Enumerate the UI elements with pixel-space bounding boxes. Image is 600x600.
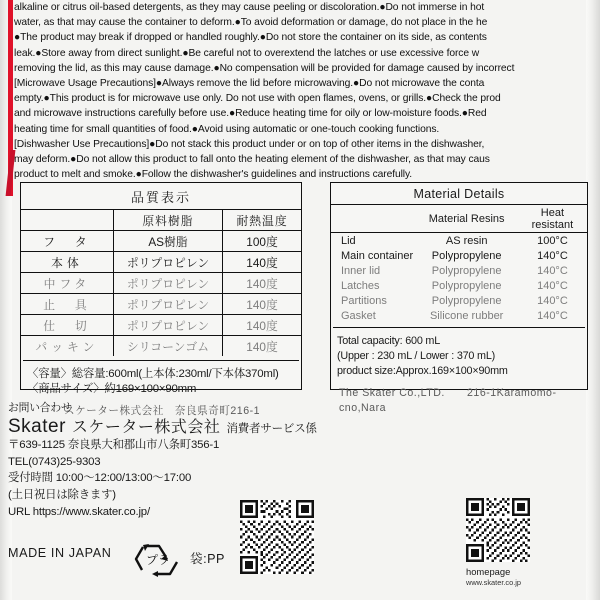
cell-resin: Polypropylene (431, 264, 502, 277)
table-row (331, 308, 587, 323)
capacity-split-line: (Upper : 230 mL / Lower : 370 mL) (337, 350, 496, 362)
maker-line: The Skater Co.,LTD. 216-1Karamomo-cno,Nara (339, 387, 557, 414)
col-temp: Heat resistant (531, 206, 574, 231)
homepage-label: homepage (466, 566, 511, 577)
cell-resin: Polypropylene (431, 279, 502, 292)
material-table-grid (331, 204, 587, 323)
homepage-label-block (466, 566, 566, 588)
warnings-text (14, 0, 592, 182)
table-row (331, 293, 587, 308)
cell-part: 止 具 (21, 294, 113, 315)
qr-code-graphic (466, 498, 530, 562)
homepage-url: www.skater.co.jp (466, 578, 522, 587)
size-line: 〈商品サイズ〉約169×100×90mm (27, 383, 197, 395)
cell-resin: AS resin (445, 234, 488, 247)
cell-temp: 140°C (537, 309, 568, 322)
recycle-arrows-icon (132, 534, 184, 580)
quality-table-jp-grid (21, 209, 301, 356)
maker-line: スケーター株式会社 奈良県奇町216-1 (64, 405, 260, 417)
contact-address: 〒639-1125 奈良県大和郡山市八条町356-1 (8, 439, 220, 452)
size-line: product size:Approx.169×100×90mm (337, 365, 508, 377)
cell-part: 仕 切 (21, 315, 113, 336)
table-header-row (331, 205, 587, 233)
cell-part: 本体 (21, 252, 113, 273)
cell-resin: Silicone rubber (429, 309, 504, 322)
cell-resin: AS樹脂 (113, 231, 222, 252)
warning-line: empty.●This product is for microwave use only. Do not use with open flames, ovens, or grills.●Check the prod (14, 93, 501, 105)
plastic-recycle-mark (132, 534, 184, 580)
quality-table-title: 品質表示 (130, 190, 191, 205)
qr-code-primary[interactable] (240, 500, 314, 574)
made-in-japan-label: MADE IN JAPAN (8, 546, 112, 560)
cell-temp: 140°C (537, 249, 568, 262)
table-header-row (21, 210, 301, 231)
cell-resin: シリコーンゴム (113, 336, 222, 357)
cell-resin: ポリプロピレン (113, 294, 222, 315)
cell-temp: 140度 (223, 336, 301, 357)
contact-holidays: (土日祝日は除きます) (8, 488, 116, 501)
table-row (331, 278, 587, 293)
table-row (21, 252, 301, 273)
cell-temp: 100度 (223, 231, 301, 252)
material-details-table (330, 182, 588, 414)
warning-line: heating time for small quantities of food.●Avoid using automatic or one-touch cooking functions. (14, 123, 440, 135)
col-resin: Material Resins (428, 212, 505, 225)
qr-code-graphic (240, 500, 314, 574)
col-temp: 耐熱温度 (223, 210, 301, 231)
cell-resin: ポリプロピレン (113, 315, 222, 336)
recycle-mark-text: プラ (145, 553, 171, 567)
package-material-label: 袋:PP (190, 552, 225, 566)
contact-tel: TEL(0743)25-9303 (8, 455, 101, 468)
cell-temp: 140°C (537, 294, 568, 307)
warning-line: may deform.●Do not allow this product to fall onto the heating element of the dishwasher, as that may caus (14, 154, 490, 166)
cell-part: Main container (341, 249, 414, 262)
warning-line: [Microwave Usage Precautions]●Always remove the lid before microwaving.●Do not microwave the conta (14, 78, 485, 90)
cell-part: パッキン (21, 336, 113, 357)
table-row (331, 263, 587, 278)
table-row (21, 273, 301, 294)
table-row (21, 294, 301, 315)
customer-service-label: 消費者サービス係 (226, 422, 317, 435)
brand-name-jp: スケーター株式会社 (71, 418, 221, 436)
cell-resin: Polypropylene (431, 294, 502, 307)
table-row (331, 233, 587, 249)
cell-part: Gasket (341, 309, 376, 322)
warning-line: removing the lid, as this may cause damage.●No compensation will be provided for damage caused by incorrect (14, 62, 515, 74)
cell-resin: ポリプロピレン (113, 273, 222, 294)
cell-part: Lid (341, 234, 356, 247)
cell-part: 中フタ (21, 273, 113, 294)
contact-hours: 受付時間 10:00〜12:00/13:00〜17:00 (8, 472, 192, 485)
cell-part: Partitions (341, 294, 387, 307)
cell-temp: 140度 (223, 273, 301, 294)
cell-temp: 140°C (537, 264, 568, 277)
col-resin: 原料樹脂 (113, 210, 222, 231)
contact-url[interactable]: URL https://www.skater.co.jp/ (8, 505, 150, 518)
cell-part: フ タ (21, 231, 113, 252)
brand-name-en: Skater (8, 415, 66, 437)
table-row (21, 336, 301, 357)
warning-line: alkaline or citrus oil-based detergents, as they may cause peeling or discoloration.●Do not immerse in hot (14, 2, 485, 13)
qr-code-homepage[interactable] (466, 498, 530, 562)
warning-line: leak.●Store away from direct sunlight.●Be careful not to overextend the latches or use excessive force w (14, 47, 480, 59)
cell-temp: 140度 (223, 294, 301, 315)
cell-part: Latches (341, 279, 380, 292)
cell-temp: 140度 (223, 315, 301, 336)
contact-heading: お問い合わせ (8, 402, 72, 414)
cell-part: Inner lid (341, 264, 381, 277)
warning-line: [Dishwasher Use Precautions]●Do not stack this product under or on top of other items in the dishwasher, (14, 138, 485, 150)
brand-row (8, 415, 428, 438)
warning-line: water, as that may cause the container to deform.●To avoid deformation or damage, do not place in the he (14, 17, 488, 29)
cell-temp: 100°C (537, 234, 568, 247)
warning-line: product to melt and smoke.●Follow the dishwasher's guidelines and instructions carefully. (14, 169, 413, 181)
warning-line: and microwave instructions carefully before use.●Reduce heating time for oily or low-moisture foods.●Red (14, 108, 487, 120)
warning-line: ●The product may break if dropped or handled roughly.●Do not store the container on its side, as contents (14, 32, 487, 44)
table-row (21, 231, 301, 252)
cell-temp: 140度 (223, 252, 301, 273)
table-row (331, 248, 587, 263)
cell-temp: 140°C (537, 279, 568, 292)
capacity-line: 〈容量〉総容量:600ml(上本体:230ml/下本体370ml) (27, 368, 279, 380)
cell-resin: Polypropylene (431, 249, 502, 262)
material-table-title: Material Details (413, 187, 505, 201)
col-part (331, 205, 415, 233)
cell-resin: ポリプロピレン (113, 252, 222, 273)
col-part (21, 210, 113, 231)
contact-block (8, 400, 428, 520)
capacity-line: Total capacity: 600 mL (337, 335, 441, 347)
table-row (21, 315, 301, 336)
